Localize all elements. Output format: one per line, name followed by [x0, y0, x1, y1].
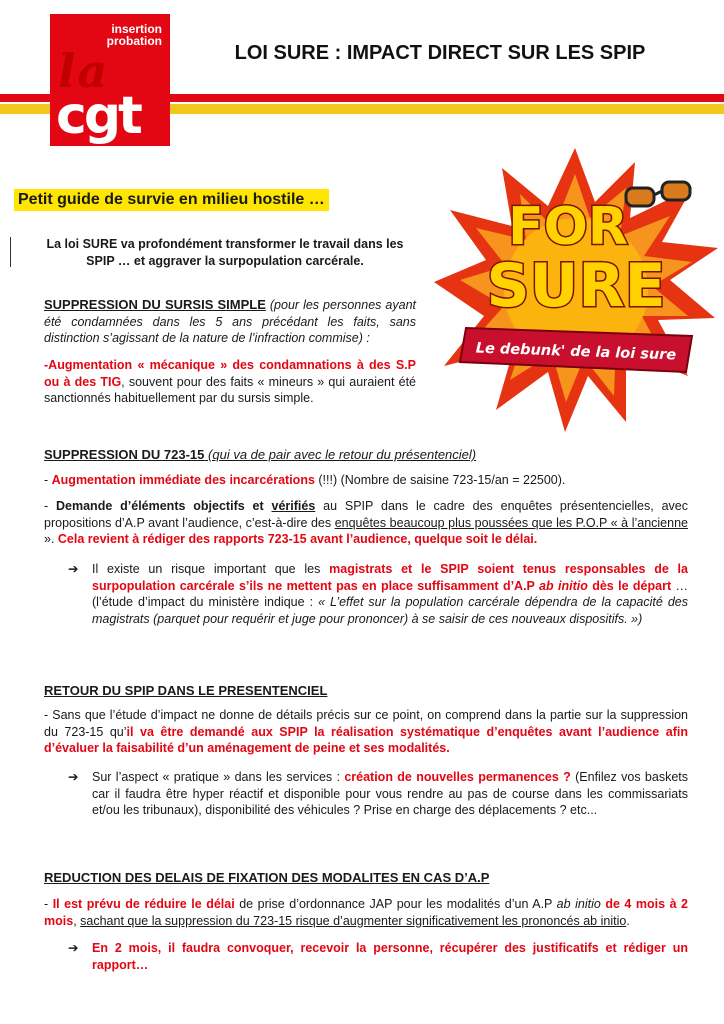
s2-a-quote: « L’effet sur la population carcérale dépendra de la capacité des magistrats (parquet pour requérir et juge pour prononcer) à se saisir de ces nouveaux dispositifs. ») — [92, 595, 688, 626]
s3-a-red: création de nouvelles permanences ? — [344, 770, 571, 784]
s4-paragraph — [44, 896, 688, 929]
s3-text: - Sans que l’étude d’impact ne donne de détails précis sur ce point, on comprend dans la partie sur la suppression du 723-15 qu’ — [44, 708, 688, 739]
s1-red-text: -Augmentation « mécanique » des condamnations à des S.P ou à des TIG — [44, 358, 416, 389]
s2-bullet-1 — [44, 472, 688, 489]
s4-text-1: de prise d’ordonnance JAP pour les modalités d’un A.P — [234, 897, 557, 911]
s2-a-red-2: dès le départ — [587, 578, 672, 593]
s2-b2-dash: - — [44, 499, 57, 513]
s2-heading-note: (qui va de pair avec le retour du présentenciel) — [208, 447, 477, 462]
badge-word-sure: SURE — [486, 251, 666, 321]
s2-a-red-italic: ab initio — [539, 578, 588, 593]
s1-heading: SUPPRESSION DU SURSIS SIMPLE — [44, 297, 266, 312]
s4-red-1: Il est prévu de réduire le délai — [52, 897, 235, 911]
s4-heading: REDUCTION DES DELAIS DE FIXATION DES MODALITES EN CAS D’A.P — [44, 870, 490, 885]
intro-line-2: SPIP … et aggraver la surpopulation carcérale. — [86, 254, 364, 268]
s3-a-text-1: Sur l’aspect « pratique » dans les services : — [92, 770, 345, 784]
intro-margin-bar — [10, 237, 11, 267]
s3-paragraph — [44, 707, 688, 757]
s4-arrow-paragraph — [92, 940, 688, 973]
s2-b2-bold: Demande d’éléments objectifs et — [56, 499, 272, 513]
s4-italic: ab initio — [556, 897, 601, 911]
s4-dash: - — [44, 897, 53, 911]
s2-b2-underlined: enquêtes beaucoup plus poussées que les P.O.P « à l’ancienne — [334, 515, 688, 530]
s2-a-text-2: … (l’étude d’impact du ministère indique : — [92, 578, 688, 609]
cgt-logo — [50, 14, 170, 146]
header-band-left-red — [0, 94, 50, 102]
guide-title: Petit guide de survie en milieu hostile … — [14, 189, 329, 211]
s4-text-3: . — [626, 913, 630, 928]
s2-b2-text-1: au SPIP dans le cadre des enquêtes présentencielles, avec propositions d’A.P avant l’audience, c’est-à-dire des — [44, 499, 688, 530]
s2-b1-red: Augmentation immédiate des incarcérations — [51, 473, 315, 487]
s1-text: , souvent pour des faits « mineurs » qui auraient été sanctionnés habituellement par du sursis simple. — [44, 374, 417, 405]
s3-arrow-paragraph — [92, 769, 688, 819]
s4-a-red: En 2 mois, il faudra convoquer, recevoir la personne, récupérer des justificatifs et rédiger un rapport… — [92, 941, 688, 972]
s2-a-text-1: Il existe un risque important que les — [92, 562, 330, 576]
s2-b2-red: Cela revient à rédiger des rapports 723-15 avant l’audience, quelque soit le délai. — [57, 532, 538, 546]
badge-ribbon-text: Le debunk' de la loi sure — [475, 340, 677, 364]
s3-a-text-2: (Enfilez vos baskets car il faudra être hyper réactif et disponible pour vous rendre au pas de course dans les commissariats et/ou les tribunaux), disponibilité des véhicules ? Prise en charge des déplacements ? etc... — [92, 770, 688, 817]
s4-red-2: de 4 mois à 2 mois — [44, 897, 689, 928]
s3-arrow-icon: ➔ — [68, 770, 79, 784]
s2-arrow-icon: ➔ — [68, 562, 79, 576]
header-band-left-yellow — [0, 104, 50, 114]
s2-a-red-1: magistrats et le SPIP soient tenus responsables de la surpopulation carcérale s’ils ne mettent pas en place suffisamment d’A.P — [92, 562, 688, 593]
s2-b1-dash: - — [44, 473, 52, 487]
s2-b2-verifies: vérifiés — [271, 499, 316, 513]
logo-line-probation: probation — [106, 34, 162, 48]
s2-heading-block — [44, 447, 476, 462]
s2-heading: SUPPRESSION DU 723-15 — [44, 447, 205, 462]
s1-heading-block — [44, 297, 416, 347]
s4-text-2: , — [73, 913, 81, 928]
intro-line-1: La loi SURE va profondément transformer le travail dans les — [46, 237, 404, 251]
logo-line-insertion: insertion — [111, 22, 162, 36]
s3-heading: RETOUR DU SPIP DANS LE PRESENTENCIEL — [44, 683, 328, 698]
s2-b1-text: (!!!) (Nombre de saisine 723-15/an = 22500). — [314, 473, 566, 487]
s1-heading-note: (pour les personnes ayant été condamnées dans les 5 ans précédant les faits, sans distinction s’agissant de la nature de l’infraction commise) : — [44, 298, 416, 345]
s4-arrow-icon: ➔ — [68, 941, 79, 955]
intro-text — [25, 236, 425, 270]
s1-paragraph — [44, 357, 416, 407]
badge-word-for: FOR — [508, 197, 628, 257]
s2-b2-text-2: ». — [44, 532, 58, 546]
header-band-yellow — [170, 104, 724, 114]
s3-red-text: il va être demandé aux SPIP la réalisation systématique d’enquêtes avant l’audience afin d’évaluer la faisabilité d’un aménagement de peine et ses modalités. — [44, 724, 688, 755]
header-band-red — [170, 94, 724, 102]
for-sure-badge-illustration — [430, 140, 720, 440]
logo-la: la — [58, 44, 110, 98]
s4-underlined: sachant que la suppression du 723-15 risque d’augmenter significativement les prononcés ab initio — [80, 913, 627, 928]
logo-cgt: cgt — [56, 86, 140, 146]
s2-bullet-2 — [44, 498, 688, 548]
page-title: LOI SURE : IMPACT DIRECT SUR LES SPIP — [234, 42, 646, 64]
s2-arrow-paragraph — [92, 561, 688, 627]
